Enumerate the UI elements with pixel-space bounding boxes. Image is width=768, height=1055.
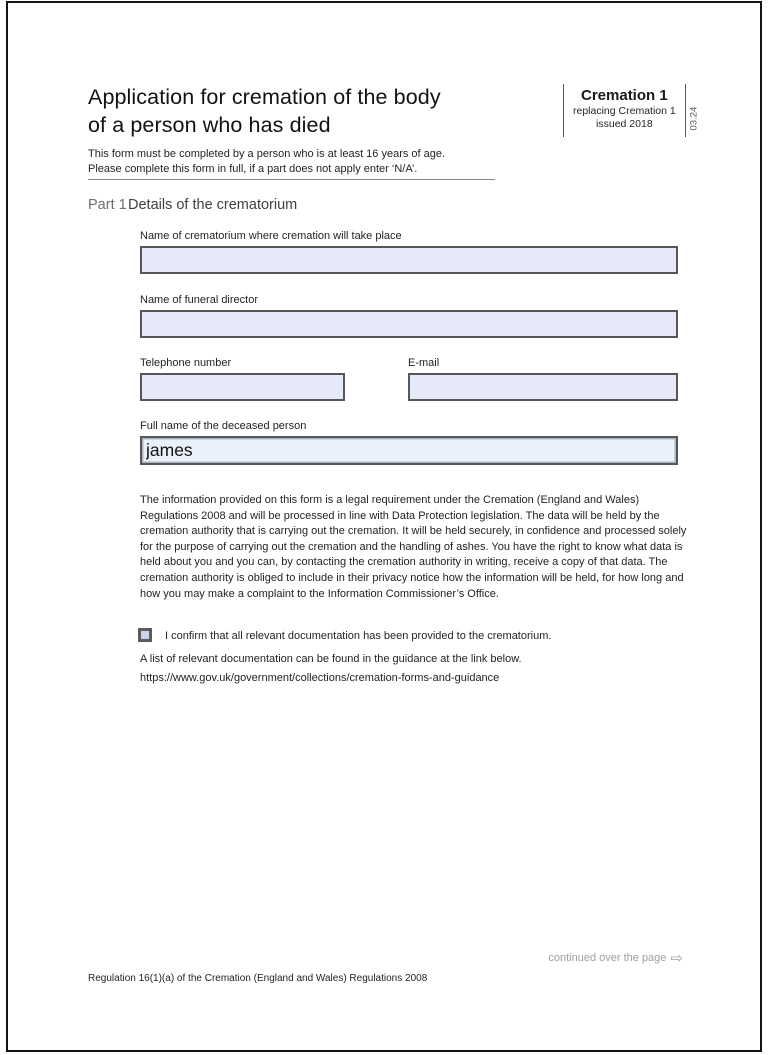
intro-text — [88, 147, 445, 177]
deceased-name-input[interactable] — [140, 436, 678, 465]
guidance-link[interactable]: https://www.gov.uk/government/collections/cremation-forms-and-guidance — [140, 672, 500, 684]
email-label: E-mail — [408, 357, 440, 369]
intro-line1: This form must be completed by a person who is at least 16 years of age. — [88, 148, 446, 160]
intro-line2: Please complete this form in full, if a part does not apply enter ‘N/A’. — [88, 163, 418, 175]
page-title — [88, 83, 441, 139]
form-replacing: replacing Cremation 1 — [573, 105, 676, 117]
page-title-line1: Application for cremation of the body — [88, 85, 441, 109]
telephone-input[interactable] — [140, 373, 345, 401]
part1-title: Details of the crematorium — [128, 197, 298, 213]
form-name: Cremation 1 — [581, 87, 668, 104]
form-version-box — [563, 84, 702, 137]
guidance-text: A list of relevant documentation can be found in the guidance at the link below. — [140, 653, 522, 665]
continued-note — [548, 949, 683, 967]
privacy-paragraph: The information provided on this form is a legal requirement under the Cremation (England and Wales) Regulations 2008 and will be processed in line with Data Protection legislation. The data will be held by the cremation authority that is carrying out the cremation. It will be held securely, in confidence and processed solely for the purpose of carrying out the cremation and the handling of ashes. You have the right to know what data is held about you and you can, by contacting the cremation authority in writing, receive a copy of that data. The cremation authority is obliged to include in their privacy notice how the information will be held, for how long and how you may make a complaint to the Information Commissioner’s Office. — [140, 494, 687, 600]
form-issued: issued 2018 — [596, 118, 653, 130]
regulation-note: Regulation 16(1)(a) of the Cremation (England and Wales) Regulations 2008 — [88, 973, 428, 984]
email-input[interactable] — [408, 373, 678, 401]
telephone-label: Telephone number — [140, 357, 232, 369]
part1-label: Part 1 — [88, 197, 127, 213]
confirmation-checkbox[interactable] — [138, 628, 152, 642]
page-title-line2: of a person who has died — [88, 113, 331, 137]
continued-text: continued over the page — [548, 952, 667, 964]
deceased-name-label: Full name of the deceased person — [140, 420, 307, 432]
part1-heading — [88, 197, 297, 213]
intro-divider — [88, 179, 495, 180]
confirmation-row — [138, 627, 686, 644]
form-edition-label: 03.24 — [688, 106, 700, 131]
confirmation-label: I confirm that all relevant documentation has been provided to the crematorium. — [165, 630, 552, 642]
form-edition — [686, 84, 702, 137]
form-version-inner — [563, 84, 686, 137]
funeral-director-input[interactable] — [140, 310, 678, 338]
funeral-director-label: Name of funeral director — [140, 294, 258, 306]
arrow-right-icon: ⇨ — [670, 949, 683, 967]
crematorium-name-label: Name of crematorium where cremation will take place — [140, 230, 402, 242]
crematorium-name-input[interactable] — [140, 246, 678, 274]
